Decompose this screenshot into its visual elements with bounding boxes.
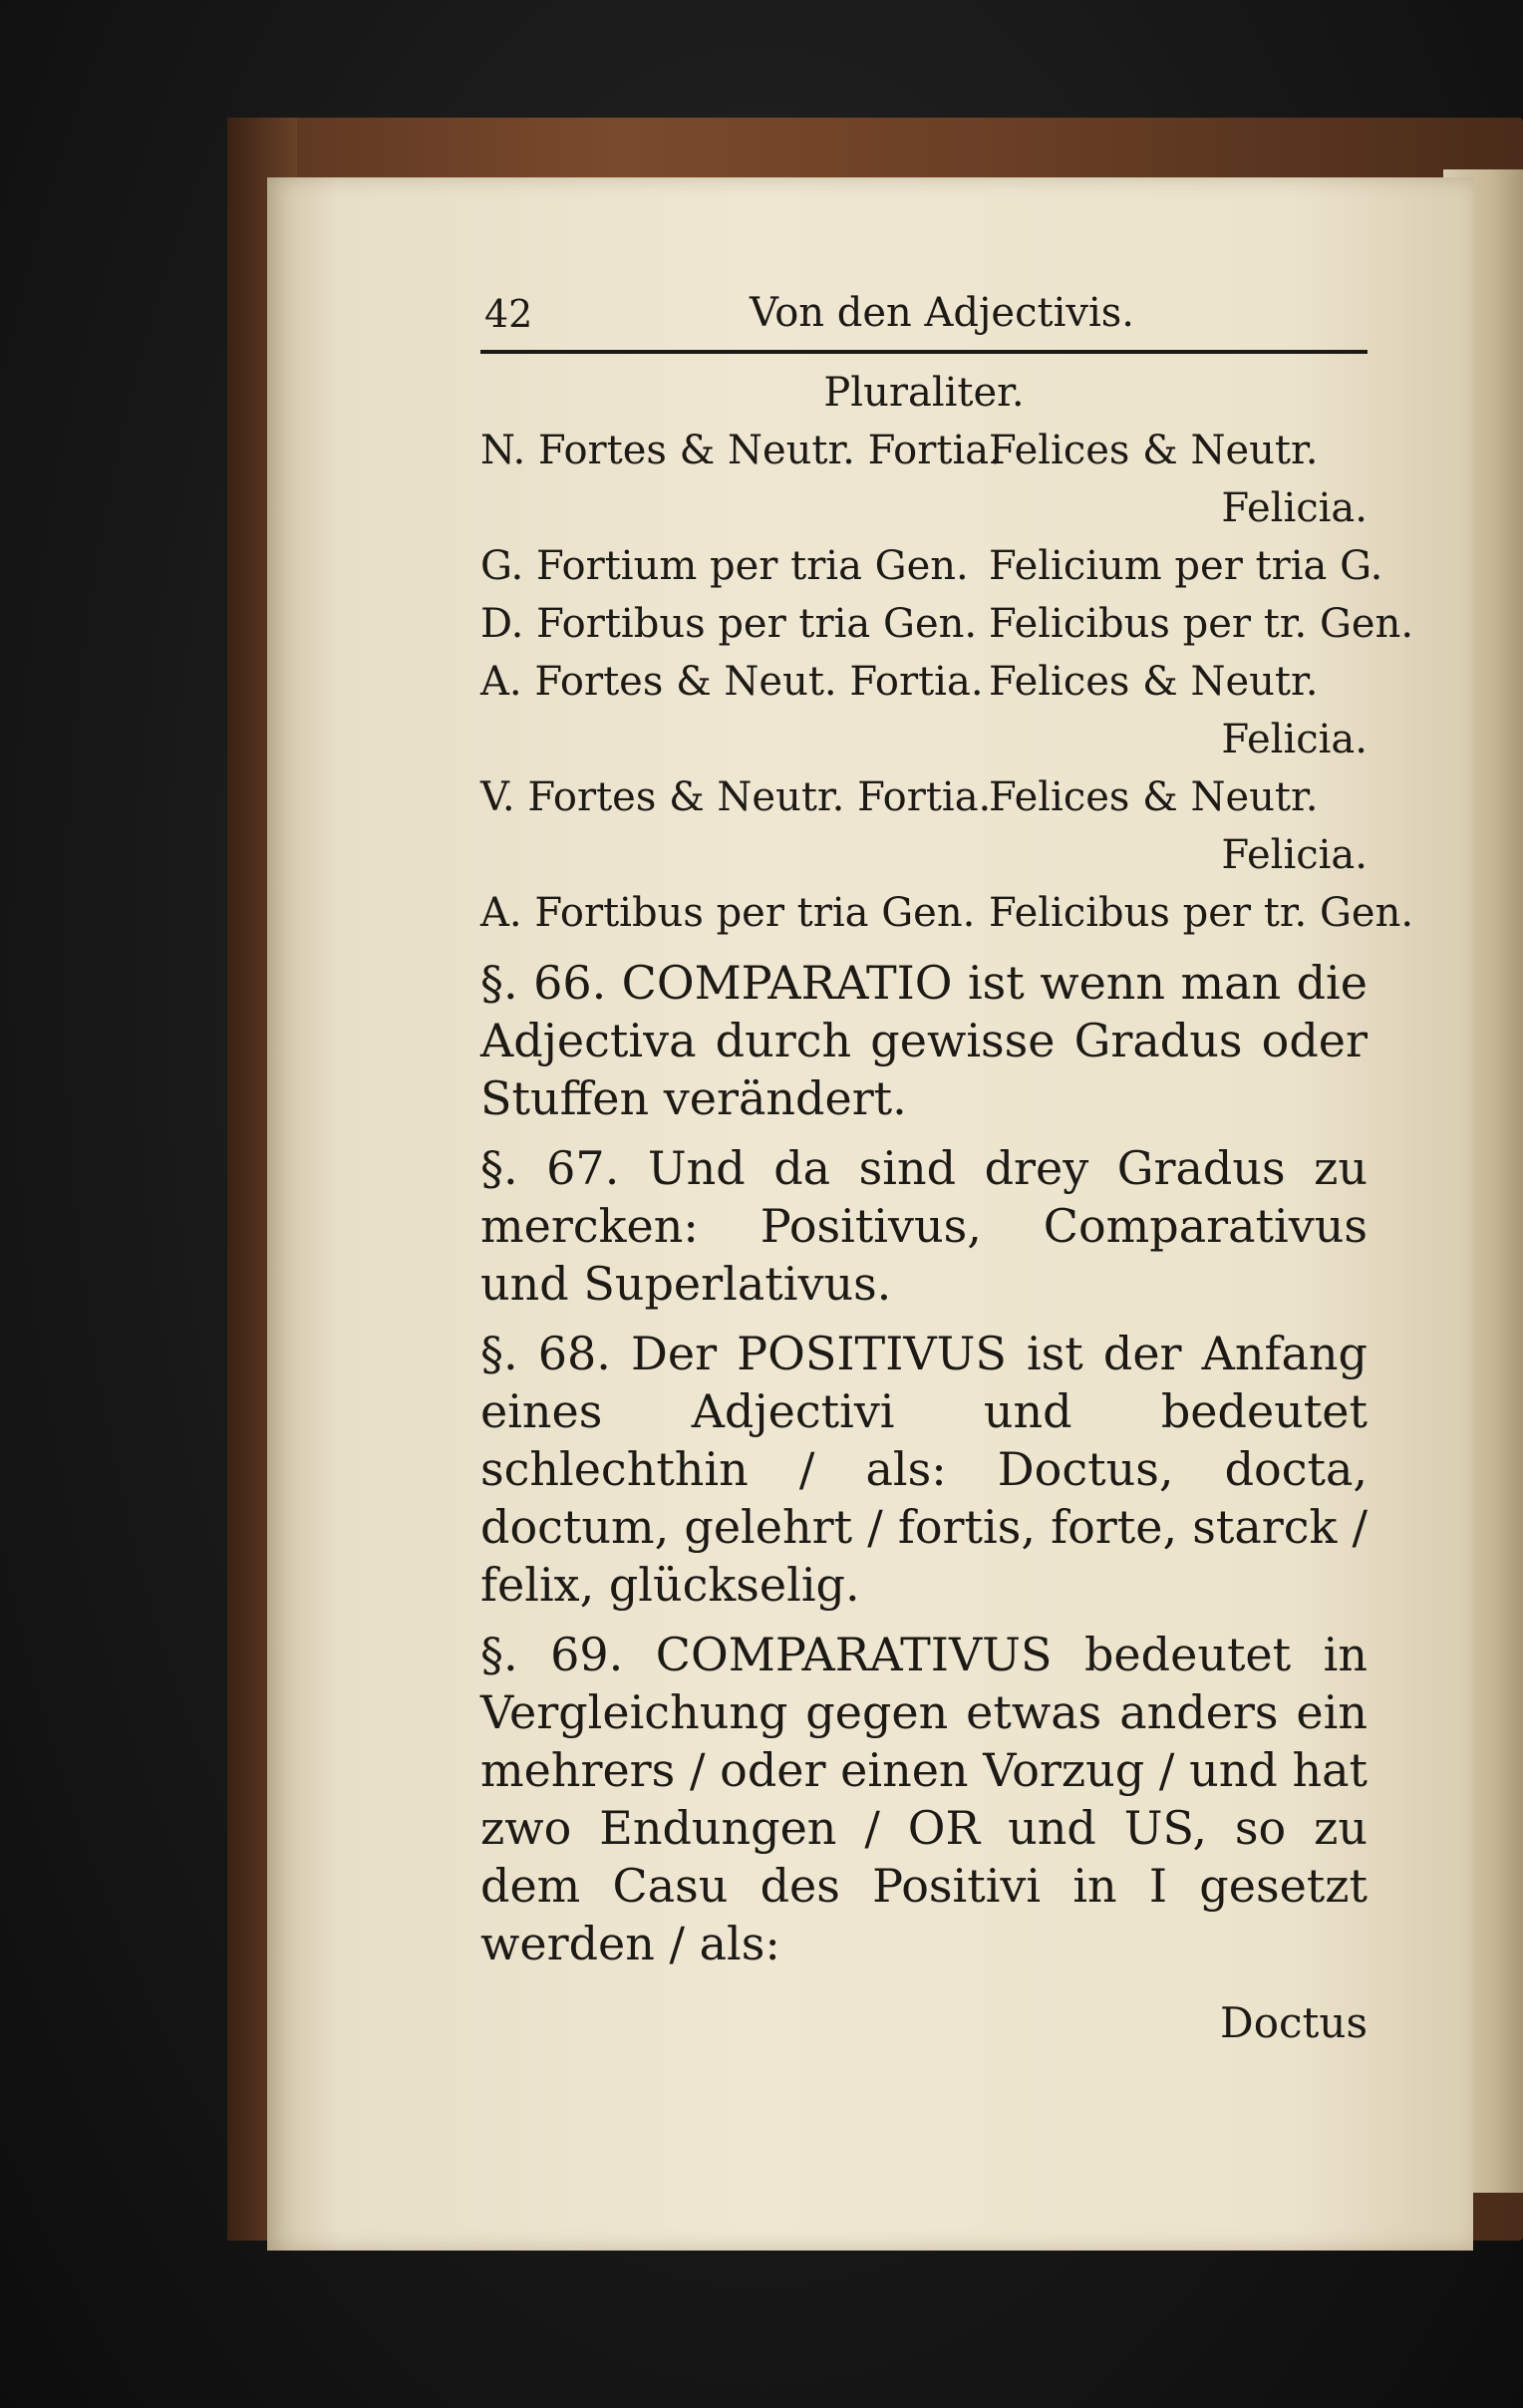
declension-table	[480, 422, 1414, 942]
running-title: Von den Adjectivis.	[750, 290, 1134, 336]
page-number: 42	[484, 292, 533, 336]
declension-right-cell: Felicibus per tr. Gen.	[989, 890, 1414, 936]
declension-row	[480, 768, 1368, 826]
declension-right-cell: Felicibus per tr. Gen.	[989, 601, 1414, 647]
declension-left-cell: G. Fortium per tria Gen.	[480, 543, 969, 589]
declension-row	[480, 422, 1368, 479]
plural-heading: Pluraliter.	[823, 370, 1025, 416]
declension-row	[480, 537, 1383, 595]
paragraph-69: §. 69. COMPARATIVUS bedeutet in Vergleichung gegen etwas anders ein mehrers / oder einen Vorzug / und hat zwo Endungen / OR und US, so zu dem Casu des Positivi in I gesetzt werden / als:	[480, 1628, 1368, 1970]
paragraph-66: §. 66. COMPARATIO ist wenn man die Adjectiva durch gewisse Gradus oder Stuffen verändert.	[480, 956, 1368, 1125]
declension-row	[480, 479, 1368, 537]
declension-row	[480, 711, 1368, 768]
declension-left-cell: N. Fortes & Neutr. Fortia.	[480, 428, 1002, 473]
declension-right-cell: Felices & Neutr.	[989, 774, 1319, 820]
declension-right-cell: Felicium per tria G.	[989, 543, 1383, 589]
declension-left-cell: D. Fortibus per tria Gen.	[480, 601, 978, 647]
declension-left-cell: A. Fortes & Neut. Fortia.	[480, 659, 984, 705]
declension-continuation: Felicia.	[1221, 485, 1368, 531]
declension-left-cell: V. Fortes & Neutr. Fortia.	[480, 774, 992, 820]
paragraph-67: §. 67. Und da sind drey Gradus zu mercken: Positivus, Comparativus und Superlativus.	[480, 1141, 1368, 1311]
declension-left-cell: A. Fortibus per tria Gen.	[480, 890, 976, 936]
paragraph-68: §. 68. Der POSITIVUS ist der Anfang eines Adjectivi und bedeutet schlechthin / als: Doctus, docta, doctum, gelehrt / fortis, forte, starck / felix, glückselig.	[480, 1327, 1368, 1612]
header-rule	[480, 350, 1368, 354]
running-header	[480, 284, 1368, 350]
declension-right-cell: Felices & Neutr.	[989, 659, 1319, 705]
catchword: Doctus	[1220, 1998, 1368, 2047]
declension-row	[480, 595, 1414, 653]
declension-continuation: Felicia.	[1221, 832, 1368, 878]
declension-row	[480, 884, 1414, 942]
declension-right-cell: Felices & Neutr.	[989, 428, 1319, 473]
declension-continuation: Felicia.	[1221, 717, 1368, 762]
declension-row	[480, 826, 1368, 884]
declension-row	[480, 653, 1368, 711]
page-text	[480, 284, 1414, 2047]
